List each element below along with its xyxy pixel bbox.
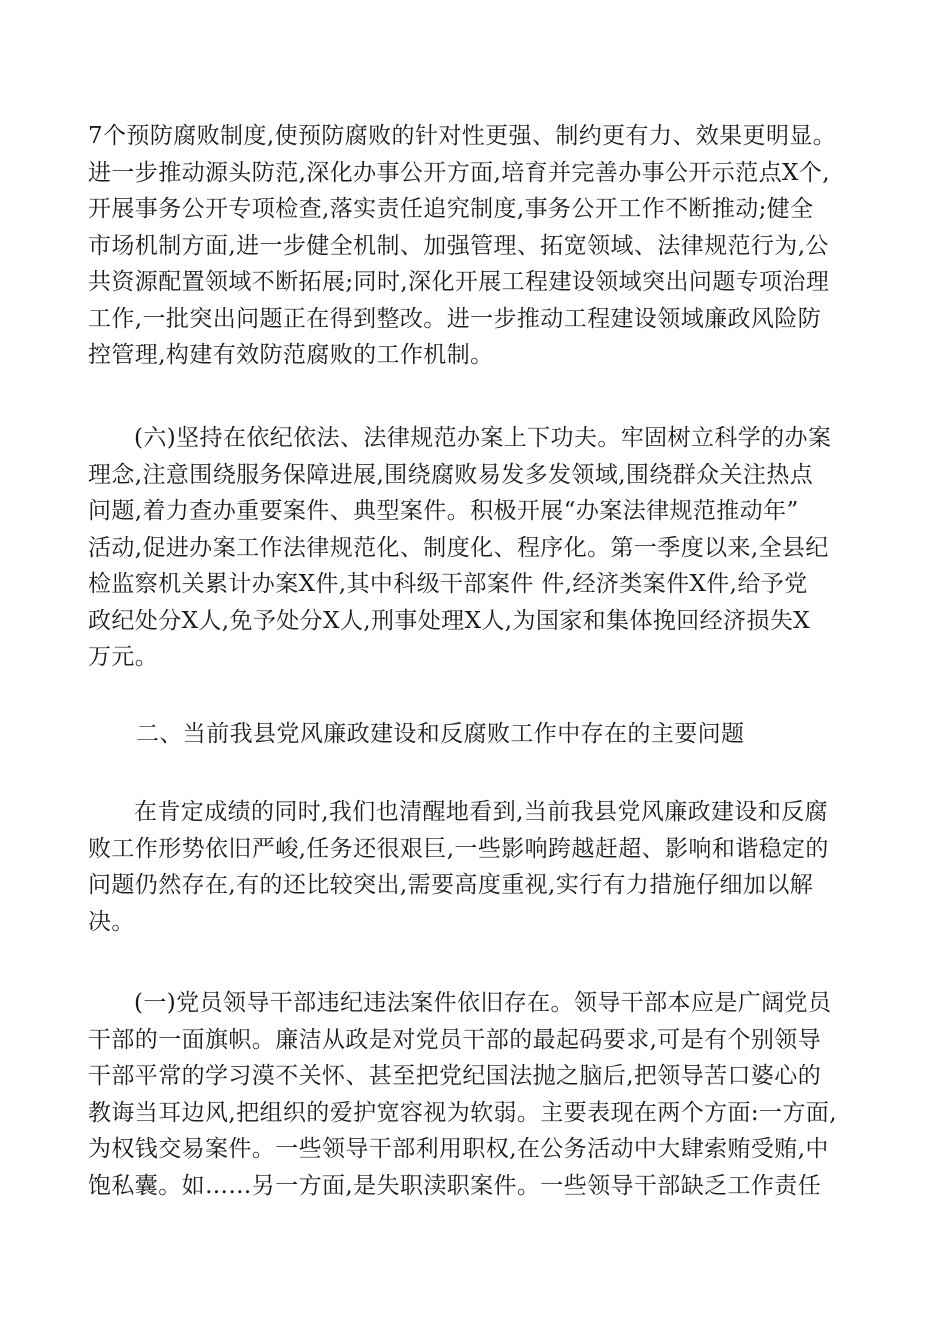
text-line: 检监察机关累计办案X件,其中科级干部案件 件,经济类案件X件,给予党 [88, 571, 808, 597]
text-line: 市场机制方面,进一步健全机制、加强管理、拓宽领域、法律规范行为,公 [88, 232, 829, 259]
paragraph-problems-intro [88, 794, 874, 940]
paragraph-prevention-system [88, 118, 874, 374]
text-line: 教诲当耳边风,把组织的爱护宽容视为软弱。主要表现在两个方面:一方面, [88, 1099, 837, 1126]
text-line: 问题,着力查办重要案件、典型案件。积极开展“办案法律规范推动年” [88, 498, 799, 524]
text-line: 进一步推动源头防范,深化办事公开方面,培育并完善办事公开示范点X个, [88, 159, 830, 186]
text-line: 在肯定成绩的同时,我们也清醒地看到,当前我县党风廉政建设和反腐 [134, 799, 829, 825]
text-line: 干部平常的学习漠不关怀、甚至把党纪国法抛之脑后,把领导苦口婆心的 [88, 1063, 822, 1089]
text-line: 干部的一面旗帜。廉洁从政是对党员干部的最起码要求,可是有个别领导 [88, 1026, 822, 1053]
text-line: (一)党员领导干部违纪违法案件依旧存在。领导干部本应是广阔党员 [134, 990, 832, 1016]
text-line: 败工作形势依旧严峻,任务还很艰巨,一些影响跨越赶超、影响和谐稳定的 [88, 835, 829, 862]
paragraph-case-handling [88, 420, 874, 676]
text-line: 7个预防腐败制度,使预防腐败的针对性更强、制约更有力、效果更明显。 [88, 123, 837, 149]
text-line: 饱私囊。如……另一方面,是失职渎职案件。一些领导干部缺乏工作责任 [88, 1172, 822, 1199]
text-line: 理念,注意围绕服务保障进展,围绕腐败易发多发领域,围绕群众关注热点 [88, 461, 814, 488]
text-line: 控管理,构建有效防范腐败的工作机制。 [88, 342, 494, 368]
text-line: 共资源配置领域不断拓展;同时,深化开展工程建设领域突出问题专项治理 [88, 269, 830, 295]
text-line: 为权钱交易案件。一些领导干部利用职权,在公务活动中大肆索贿受贿,中 [88, 1136, 829, 1162]
paragraph-violation-cases [88, 985, 874, 1204]
text-line: 活动,促进办案工作法律规范化、制度化、程序化。第一季度以来,全县纪 [88, 534, 829, 561]
text-line: (六)坚持在依纪依法、法律规范办案上下功夫。牢固树立科学的办案 [134, 425, 832, 451]
text-line: 万元。 [88, 644, 159, 670]
text-line: 工作,一批突出问题正在得到整改。进一步推动工程建设领域廉政风险防 [88, 305, 822, 332]
text-line: 决。 [88, 908, 135, 935]
text-line: 开展事务公开专项检查,落实责任追究制度,事务公开工作不断推动;健全 [88, 196, 814, 222]
section-heading: 二、当前我县党风廉政建设和反腐败工作中存在的主要问题 [136, 721, 745, 747]
text-line: 政纪处分X人,免予处分X人,刑事处理X人,为国家和集体挽回经济损失X [88, 607, 811, 634]
text-line: 问题仍然存在,有的还比较突出,需要高度重视,实行有力措施仔细加以解 [88, 872, 814, 898]
